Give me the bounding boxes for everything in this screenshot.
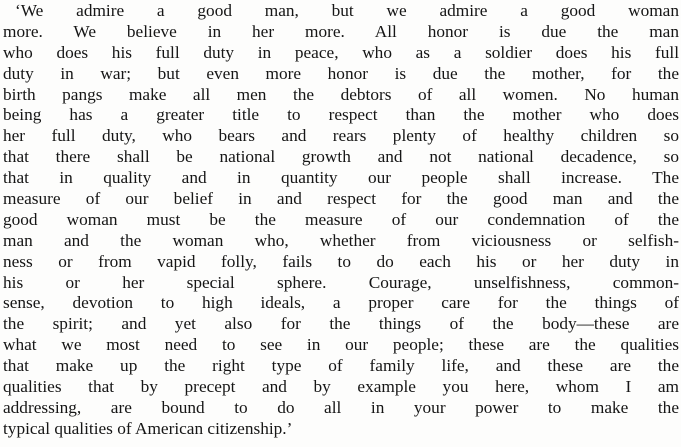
text-line: that in quality and in quantity our people shall increase. The [3, 168, 679, 188]
text-line: what we most need to see in our people; these are the qualities [3, 335, 679, 355]
text-line: more. We believe in her more. All honor is due the man [3, 21, 679, 41]
text-line: ness or from vapid folly, fails to do each his or her duty in [3, 251, 679, 271]
text-line: ‘We admire a good man, but we admire a good woman [15, 1, 679, 20]
text-line: birth pangs make all men the debtors of all women. No human [3, 84, 679, 104]
text-line: his or her special sphere. Courage, unselfishness, common- [3, 272, 679, 292]
text-line: man and the woman who, whether from viciousness or selfish- [3, 230, 679, 250]
text-line: that make up the right type of family life, and these are the [3, 356, 679, 376]
text-line: her full duty, who bears and rears plenty of healthy children so [3, 126, 679, 146]
text-line: qualities that by precept and by example you here, whom I am [3, 377, 679, 397]
quoted-passage [3, 1, 679, 440]
text-line: typical qualities of American citizenship.’ [3, 418, 293, 438]
text-line: measure of our belief in and respect for the good man and the [3, 189, 679, 209]
text-line: sense, devotion to high ideals, a proper care for the things of [3, 293, 679, 313]
text-line: duty in war; but even more honor is due the mother, for the [3, 63, 679, 83]
text-line: the spirit; and yet also for the things of the body—these are [3, 314, 679, 334]
text-line: addressing, are bound to do all in your power to make the [3, 397, 679, 417]
text-line: being has a greater title to respect than the mother who does [3, 105, 679, 125]
text-line: that there shall be national growth and not national decadence, so [3, 147, 679, 167]
text-line: who does his full duty in peace, who as a soldier does his full [3, 42, 679, 62]
text-line: good woman must be the measure of our condemnation of the [3, 209, 679, 229]
